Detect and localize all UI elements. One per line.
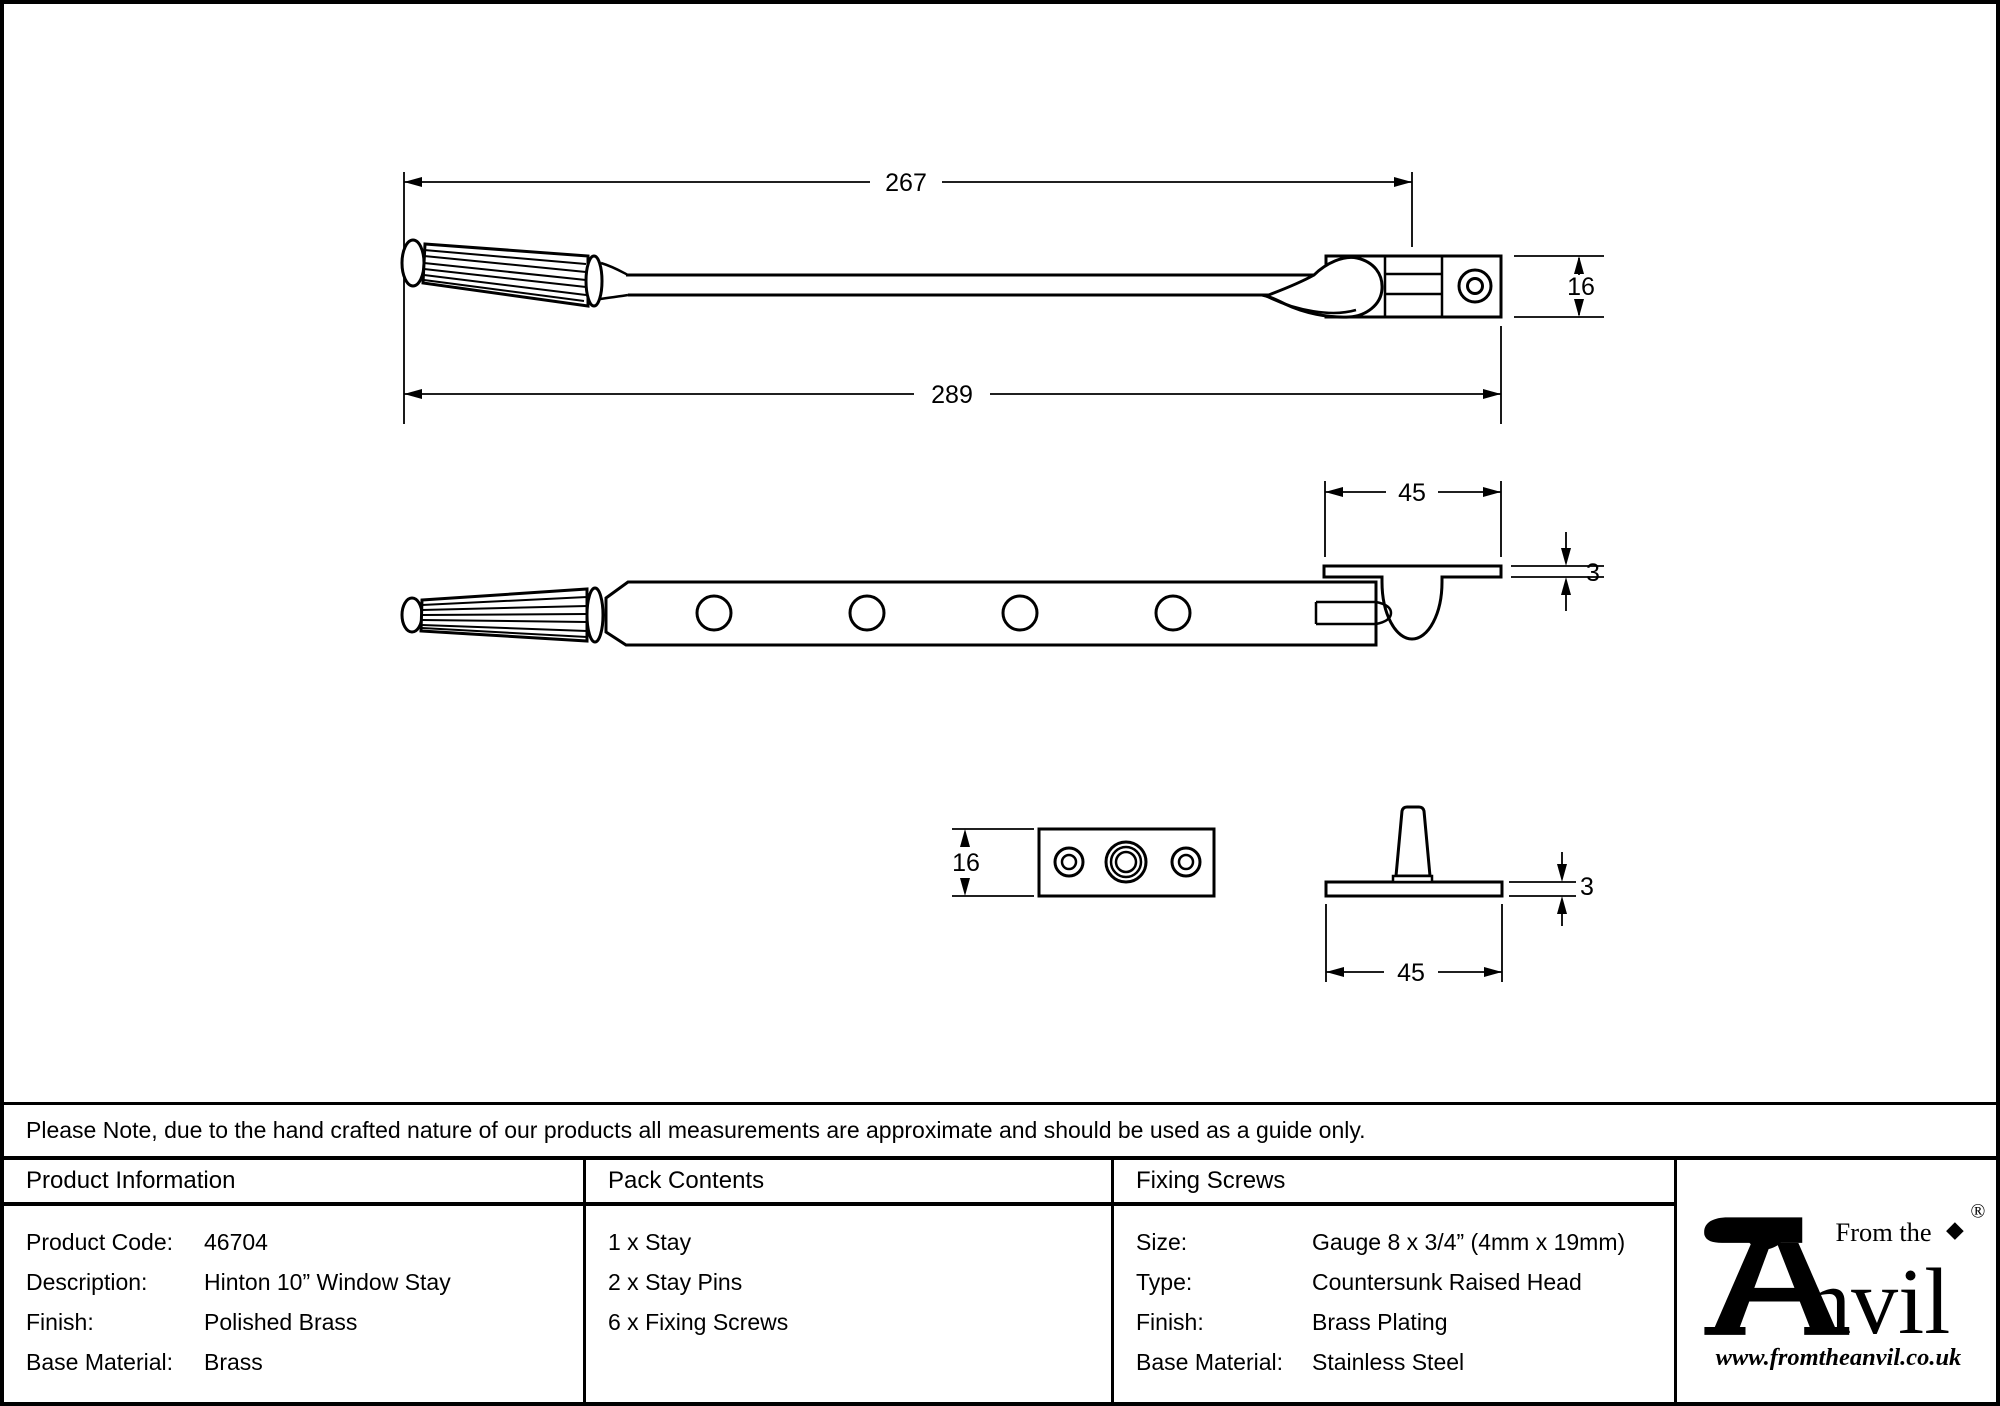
product-info-table [4, 1160, 1996, 1402]
row-value: Gauge 8 x 3/4” (4mm x 19mm) [1312, 1229, 1626, 1255]
product-information-header: Product Information [4, 1160, 583, 1206]
pack-item: 1 x Stay [608, 1229, 692, 1255]
stay-drawing-svg [4, 4, 1996, 1102]
dim-45-keeper-label: 45 [1398, 479, 1426, 507]
row-value: Polished Brass [204, 1309, 358, 1335]
pack-item: 2 x Stay Pins [608, 1269, 743, 1295]
table-row [1136, 1342, 1674, 1382]
row-value: Brass [204, 1349, 263, 1375]
dim-3-keeper-label: 3 [1586, 559, 1600, 587]
row-label: Type: [1136, 1269, 1193, 1295]
dim-289-label: 289 [931, 381, 973, 409]
table-row [26, 1342, 583, 1382]
row-value: Stainless Steel [1312, 1349, 1465, 1375]
table-row [26, 1222, 583, 1262]
pack-contents-header: Pack Contents [586, 1160, 1111, 1206]
row-label: Product Code: [26, 1229, 174, 1255]
table-row [26, 1262, 583, 1302]
row-label: Description: [26, 1269, 148, 1295]
top-view-stay [402, 240, 1501, 317]
dim-16-pinplate-label: 16 [952, 849, 980, 877]
plan-view-stay [402, 566, 1501, 645]
fixing-screws-header: Fixing Screws [1114, 1160, 1674, 1206]
brand-logo-cell [1674, 1160, 1996, 1402]
from-the-anvil-logo [1677, 1162, 1996, 1400]
handle-cap [402, 240, 424, 286]
table-row [1136, 1222, 1674, 1262]
dim-267-label: 267 [885, 169, 927, 197]
brand-name-rest: nvil [1804, 1249, 1951, 1354]
technical-drawing [4, 4, 1996, 1102]
note-text: Please Note, due to the hand crafted nature of our products all measurements are approximate and should be used as a guide only. [26, 1117, 1366, 1143]
pin-base-plate [1326, 882, 1502, 896]
row-label: Base Material: [1136, 1349, 1284, 1375]
handle-collar [586, 256, 602, 306]
pin-cone [1396, 807, 1430, 876]
row-value: 46704 [204, 1229, 268, 1255]
row-value: Countersunk Raised Head [1312, 1269, 1582, 1295]
row-label: Finish: [1136, 1309, 1204, 1335]
dim-3-pin-label: 3 [1580, 873, 1594, 901]
table-row [26, 1302, 583, 1342]
row-value: Hinton 10” Window Stay [204, 1269, 451, 1295]
brand-website: www.fromtheanvil.co.uk [1715, 1344, 1962, 1372]
row-label: Size: [1136, 1229, 1188, 1255]
pin-plate-plan-view [1039, 829, 1214, 896]
table-row [1136, 1302, 1674, 1342]
row-label: Finish: [26, 1309, 94, 1335]
pin-elevation-view [1326, 807, 1502, 896]
fixing-screws-column [1111, 1160, 1674, 1402]
table-row [1136, 1262, 1674, 1302]
bracket-screw-hole [1468, 279, 1483, 294]
diamond-icon [1946, 1222, 1964, 1240]
handle-cone [423, 244, 588, 306]
row-label: Base Material: [26, 1349, 174, 1375]
measurement-note [4, 1102, 1996, 1160]
handle-plan-view [402, 588, 603, 642]
registered-mark: ® [1970, 1201, 1986, 1223]
spoon-end [1266, 257, 1382, 317]
stay-arm-top-view [626, 275, 1314, 295]
dim-45-pin-label: 45 [1397, 959, 1425, 987]
pack-contents-column [583, 1160, 1111, 1402]
handle-cap [402, 598, 422, 632]
brand-prefix: From the [1835, 1216, 1932, 1247]
handle-top-view [402, 240, 628, 306]
handle-collar [587, 588, 603, 642]
row-value: Brass Plating [1312, 1309, 1448, 1335]
product-information-column [4, 1160, 583, 1402]
dim-16-bracket-label: 16 [1567, 273, 1595, 301]
pack-item: 6 x Fixing Screws [608, 1309, 789, 1335]
